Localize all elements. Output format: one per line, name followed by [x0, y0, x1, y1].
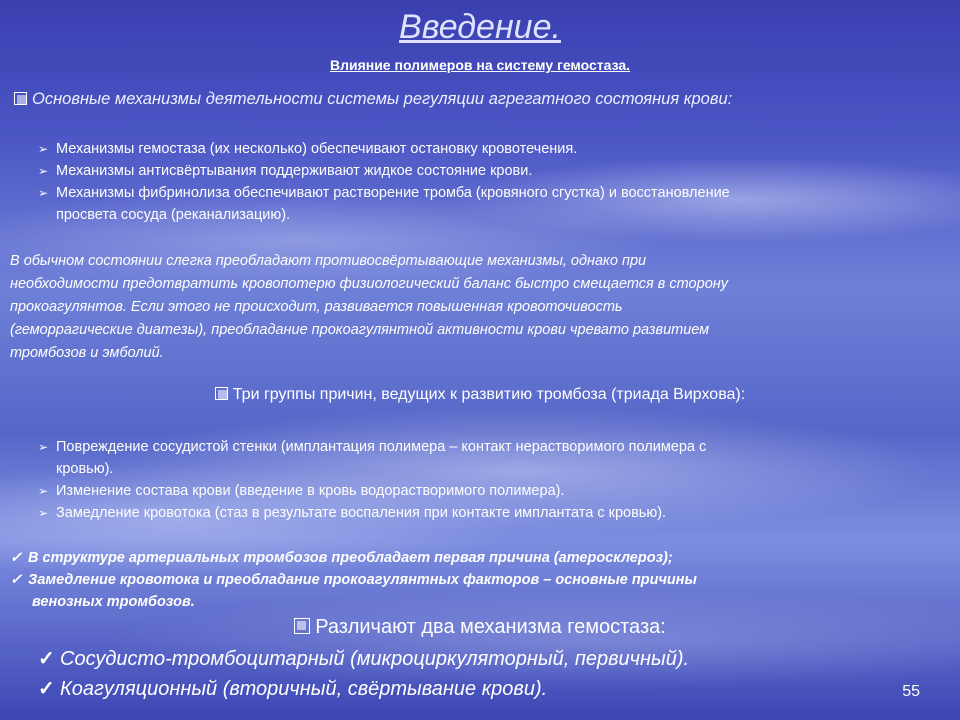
checkmark-icon: ✓: [38, 648, 55, 670]
list-item: ✓ Сосудисто-тромбоцитарный (микроциркуляторный, первичный).: [38, 644, 898, 674]
page-number: 55: [902, 683, 920, 700]
arrow-bullet-icon: ➢: [38, 164, 49, 178]
list-item: ✓ В структуре артериальных тромбозов преобладает первая причина (атеросклероз);: [10, 547, 950, 569]
checkmark-icon: ✓: [10, 550, 23, 566]
list-item-continuation: венозных тромбозов.: [32, 594, 195, 610]
list-item-continuation: кровью).: [56, 461, 114, 477]
list-item: ➢ Механизмы гемостаза (их несколько) обеспечивают остановку кровотечения.: [38, 138, 938, 160]
checkmark-icon: ✓: [10, 572, 23, 588]
section1-heading: Основные механизмы деятельности системы регуляции агрегатного состояния крови:: [14, 90, 954, 109]
checkmark-icon: ✓: [38, 678, 55, 700]
list-item-continuation: просвета сосуда (реканализацию).: [56, 207, 291, 223]
list-item: ✓ Замедление кровотока и преобладание прокоагулянтных факторов – основные причины: [10, 569, 950, 591]
section2-heading: Три группы причин, ведущих к развитию тромбоза (триада Вирхова):: [0, 386, 960, 404]
check-list: [10, 547, 950, 613]
arrow-bullet-icon: ➢: [38, 186, 49, 200]
body-paragraph: В обычном состоянии слегка преобладают противосвёртывающие механизмы, однако при необходимости предотвратить кровопотерю физиологический баланс быстро смещается в сторону прокоагулянтов. Если этого не происходит, развивается повышенная кровоточивость (геморрагические диатезы), преобладание прокоагулянтной активности крови чревато развитием тромбозов и эмболий.: [10, 253, 728, 361]
list-item: ➢ Механизмы фибринолиза обеспечивают растворение тромба (кровяного сгустка) и восстановление: [38, 182, 938, 204]
checkbox-bullet-icon: [14, 92, 27, 105]
arrow-bullet-icon: ➢: [38, 142, 49, 156]
section1-list: [38, 138, 938, 226]
checkbox-bullet-icon: [215, 387, 228, 400]
list-item: ➢ Повреждение сосудистой стенки (имплантация полимера – контакт нерастворимого полимера с: [38, 436, 938, 458]
slide-subtitle: Влияние полимеров на систему гемостаза.: [329, 57, 631, 73]
list-item: ✓ Коагуляционный (вторичный, свёртывание крови).: [38, 674, 898, 704]
list-item: ➢ Замедление кровотока (стаз в результате воспаления при контакте имплантата с кровью).: [38, 502, 938, 524]
arrow-bullet-icon: ➢: [38, 484, 49, 498]
list-item: ➢ Изменение состава крови (введение в кровь водорастворимого полимера).: [38, 480, 938, 502]
section3-heading: Различают два механизма гемостаза:: [0, 616, 960, 639]
checkbox-bullet-icon: [294, 618, 310, 634]
section2-list: [38, 436, 938, 524]
arrow-bullet-icon: ➢: [38, 440, 49, 454]
arrow-bullet-icon: ➢: [38, 506, 49, 520]
section3-list: [38, 644, 898, 704]
slide-title: Введение.: [399, 8, 561, 46]
list-item: ➢ Механизмы антисвёртывания поддерживают жидкое состояние крови.: [38, 160, 938, 182]
